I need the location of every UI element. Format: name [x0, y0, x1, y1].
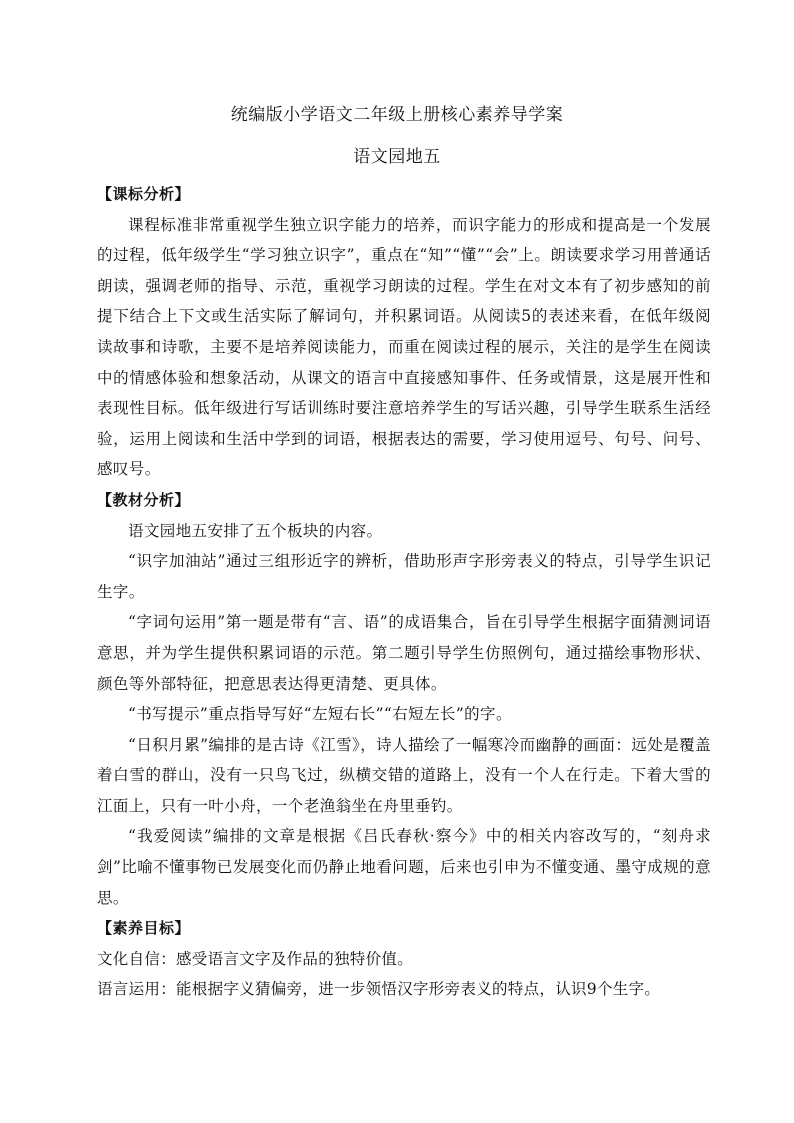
goal-item: 语言运用：能根据字义猜偏旁，进一步领悟汉字形旁表义的特点，认识9个生字。 [97, 980, 661, 999]
goal-item: 文化自信：感受语言文字及作品的独特价值。 [97, 949, 414, 968]
document-body [97, 179, 711, 1005]
section-heading-standards: 【课标分析】 [97, 185, 191, 203]
lesson-title: 语文园地五 [353, 147, 441, 167]
document-title: 统编版小学语文二年级上册核心素养导学案 [230, 105, 564, 125]
section-heading-goals: 【素养目标】 [97, 919, 191, 938]
textbook-paragraph: 语文园地五安排了五个板块的内容。 [128, 521, 383, 540]
standards-paragraph: 课程标准非常重视学生独立识字能力的培养，而识字能力的形成和提高是一个发展的过程，低年级学生“学习独立识字”，重点在“知”“懂”“会”上。朗读要求学习用普通话朗读，强调老师的指导、示范，重视学习朗读的过程。学生在对文本有了初步感知的前提下结合上下文或生活实际了解词句，并积累词语。从阅读5的表述来看，在低年级阅读故事和诗歌，主要不是培养阅读能力，而重在阅读过程的展示，关注的是学生在阅读中的情感体验和想象活动，从课文的语言中直接感知事件、任务或情景，这是展开性和表现性目标。低年级进行写话训练时要注意培养学生的写话兴趣，引导学生联系生活经验，运用上阅读和生活中学到的词语，根据表达的需要，学习使用逗号、句号、问号、感叹号。 [97, 215, 711, 479]
textbook-paragraph: “字词句运用”第一题是带有“言、语”的成语集合，旨在引导学生根据字面猜测词语意思，并为学生提供积累词语的示范。第二题引导学生仿照例句，通过描绘事物形状、颜色等外部特征，把意思表达得更清楚、更具体。 [97, 613, 711, 693]
textbook-paragraph: “识字加油站”通过三组形近字的辨析，借助形声字形旁表义的特点，引导学生识记生字。 [97, 552, 711, 601]
section-heading-textbook: 【教材分析】 [97, 490, 191, 509]
textbook-paragraph: “日积月累”编排的是古诗《江雪》，诗人描绘了一幅寒冷而幽静的画面：远处是覆盖着白雪的群山，没有一只鸟飞过，纵横交错的道路上，没有一个人在行走。下着大雪的江面上，只有一叶小舟，一个老渔翁坐在舟里垂钓。 [97, 735, 711, 815]
textbook-paragraph: “书写提示”重点指导写好“左短右长”“右短左长”的字。 [128, 705, 512, 724]
textbook-paragraph: “我爱阅读”编排的文章是根据《吕氏春秋·察今》中的相关内容改写的，“刻舟求剑”比喻不懂事物已发展变化而仍静止地看问题，后来也引申为不懂变通、墨守成规的意思。 [97, 827, 711, 907]
